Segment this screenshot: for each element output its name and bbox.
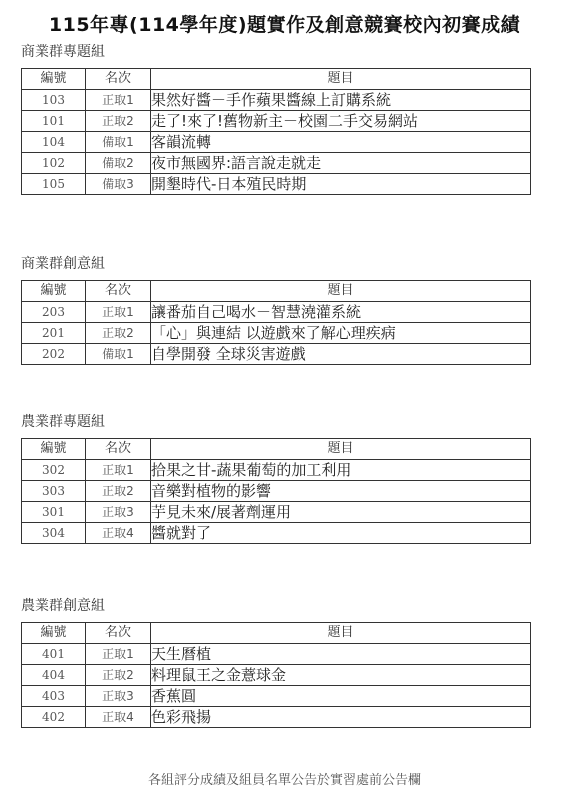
entry-number: 105: [22, 174, 86, 195]
table-row: [22, 344, 531, 365]
entry-number: 401: [22, 644, 86, 665]
entry-rank: 備取1: [86, 344, 151, 365]
table-row: [22, 665, 531, 686]
results-table: [21, 622, 531, 728]
entry-rank: 正取4: [86, 707, 151, 728]
table-row: [22, 502, 531, 523]
table-row: [22, 644, 531, 665]
table-row: [22, 302, 531, 323]
group-title: 農業群專題組: [21, 414, 105, 430]
column-header-number: 編號: [22, 439, 86, 460]
column-header-topic: 題目: [151, 281, 531, 302]
entry-number: 402: [22, 707, 86, 728]
entry-rank: 備取1: [86, 132, 151, 153]
table-row: [22, 111, 531, 132]
entry-rank: 正取3: [86, 686, 151, 707]
results-table: [21, 438, 531, 544]
entry-rank: 正取2: [86, 323, 151, 344]
group-business-project: [21, 42, 531, 195]
table-row: [22, 174, 531, 195]
entry-rank: 備取2: [86, 153, 151, 174]
column-header-topic: 題目: [151, 439, 531, 460]
entry-number: 103: [22, 90, 86, 111]
group-agriculture-project: [21, 412, 531, 544]
entry-rank: 備取3: [86, 174, 151, 195]
entry-topic: 天生曆植: [151, 644, 531, 665]
entry-number: 102: [22, 153, 86, 174]
group-agriculture-creative: [21, 596, 531, 728]
entry-rank: 正取1: [86, 460, 151, 481]
entry-number: 301: [22, 502, 86, 523]
column-header-number: 編號: [22, 69, 86, 90]
entry-topic: 客韻流轉: [151, 132, 531, 153]
column-header-rank: 名次: [86, 69, 151, 90]
entry-rank: 正取1: [86, 302, 151, 323]
results-table: [21, 280, 531, 365]
entry-topic: 自學開發 全球災害遊戲: [151, 344, 531, 365]
entry-number: 303: [22, 481, 86, 502]
entry-rank: 正取4: [86, 523, 151, 544]
entry-rank: 正取2: [86, 665, 151, 686]
entry-number: 304: [22, 523, 86, 544]
table-header-row: [22, 439, 531, 460]
footer-note: 各組評分成績及組員名單公告於實習處前公告欄: [147, 773, 421, 788]
entry-topic: 果然好醬－手作蘋果醬線上訂購系統: [151, 90, 531, 111]
entry-topic: 芋見未來/展著劑運用: [151, 502, 531, 523]
table-header-row: [22, 623, 531, 644]
entry-topic: 開墾時代-日本殖民時期: [151, 174, 531, 195]
entry-number: 202: [22, 344, 86, 365]
entry-number: 201: [22, 323, 86, 344]
table-row: [22, 90, 531, 111]
table-header-row: [22, 69, 531, 90]
entry-rank: 正取2: [86, 111, 151, 132]
entry-rank: 正取1: [86, 90, 151, 111]
page-title: 115年專(114學年度)題實作及創意競賽校內初賽成績: [48, 14, 521, 36]
group-business-creative: [21, 254, 531, 365]
table-row: [22, 153, 531, 174]
table-row: [22, 686, 531, 707]
entry-topic: 醬就對了: [151, 523, 531, 544]
table-header-row: [22, 281, 531, 302]
table-row: [22, 323, 531, 344]
column-header-rank: 名次: [86, 439, 151, 460]
column-header-rank: 名次: [86, 281, 151, 302]
entry-topic: 「心」與連結 以遊戲來了解心理疾病: [151, 323, 531, 344]
group-title: 農業群創意組: [21, 598, 105, 614]
entry-topic: 走了!來了!舊物新主－校園二手交易網站: [151, 111, 531, 132]
entry-topic: 拾果之甘-蔬果葡萄的加工利用: [151, 460, 531, 481]
entry-number: 101: [22, 111, 86, 132]
column-header-number: 編號: [22, 281, 86, 302]
table-row: [22, 523, 531, 544]
column-header-topic: 題目: [151, 69, 531, 90]
group-title: 商業群專題組: [21, 44, 105, 60]
entry-number: 403: [22, 686, 86, 707]
entry-number: 302: [22, 460, 86, 481]
results-table: [21, 68, 531, 195]
entry-topic: 音樂對植物的影響: [151, 481, 531, 502]
entry-topic: 夜市無國界:語言說走就走: [151, 153, 531, 174]
entry-number: 104: [22, 132, 86, 153]
table-row: [22, 481, 531, 502]
table-row: [22, 132, 531, 153]
entry-topic: 香蕉圓: [151, 686, 531, 707]
entry-topic: 讓番茄自己喝水－智慧澆灌系統: [151, 302, 531, 323]
entry-rank: 正取2: [86, 481, 151, 502]
table-row: [22, 460, 531, 481]
entry-topic: 料理鼠王之金薏球金: [151, 665, 531, 686]
entry-number: 404: [22, 665, 86, 686]
entry-number: 203: [22, 302, 86, 323]
entry-topic: 色彩飛揚: [151, 707, 531, 728]
entry-rank: 正取3: [86, 502, 151, 523]
column-header-topic: 題目: [151, 623, 531, 644]
column-header-number: 編號: [22, 623, 86, 644]
group-title: 商業群創意組: [21, 256, 105, 272]
entry-rank: 正取1: [86, 644, 151, 665]
column-header-rank: 名次: [86, 623, 151, 644]
table-row: [22, 707, 531, 728]
